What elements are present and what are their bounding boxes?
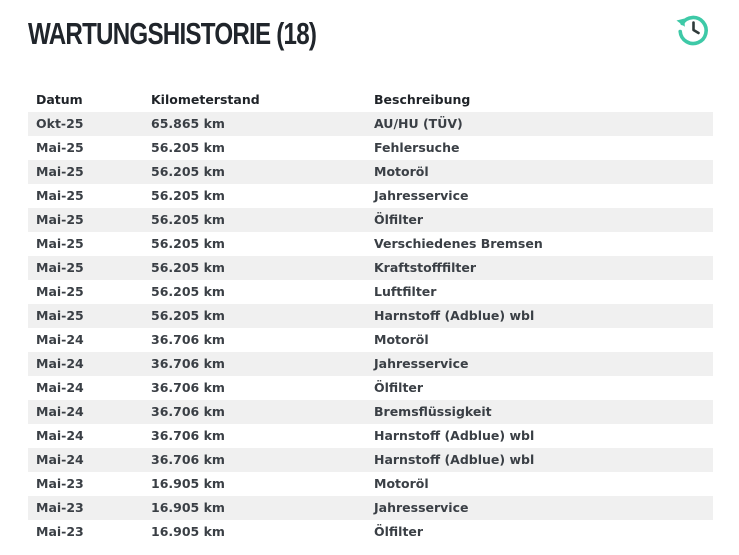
mileage-cell: 36.706 km — [151, 428, 225, 443]
table-row[interactable] — [28, 328, 713, 352]
date-cell: Mai-25 — [28, 304, 143, 328]
mileage-cell: 56.205 km — [143, 208, 366, 232]
table-row[interactable] — [28, 232, 713, 256]
date-cell: Mai-24 — [28, 448, 143, 472]
date-cell: Mai-24 — [36, 332, 84, 347]
date-cell: Mai-24 — [36, 428, 84, 443]
table-row[interactable] — [28, 304, 713, 328]
description-cell: Ölfilter — [366, 208, 713, 232]
description-cell: Ölfilter — [374, 524, 424, 539]
date-cell: Mai-23 — [28, 496, 143, 520]
description-cell: Fehlersuche — [374, 140, 460, 155]
description-cell: Ölfilter — [374, 380, 424, 395]
table-body — [28, 112, 713, 544]
column-header-date[interactable]: Datum — [36, 92, 83, 107]
table-row[interactable] — [28, 496, 713, 520]
date-cell: Mai-25 — [36, 284, 84, 299]
description-cell: Motoröl — [366, 160, 713, 184]
mileage-cell: 56.205 km — [151, 236, 225, 251]
description-cell: Verschiedenes Bremsen — [374, 236, 543, 251]
mileage-cell: 16.905 km — [143, 496, 366, 520]
mileage-cell: 56.205 km — [143, 160, 366, 184]
date-cell: Mai-25 — [36, 140, 84, 155]
table-row[interactable] — [28, 448, 713, 472]
date-cell: Mai-25 — [28, 160, 143, 184]
description-cell: Harnstoff (Adblue) wbl — [374, 428, 535, 443]
mileage-cell: 56.205 km — [143, 256, 366, 280]
column-header-mileage[interactable]: Kilometerstand — [151, 92, 260, 107]
date-cell: Mai-25 — [36, 236, 84, 251]
page-title: WARTUNGSHISTORIE (18) — [28, 16, 317, 51]
table-row[interactable] — [28, 112, 713, 136]
history-icon-graphic — [674, 10, 712, 48]
mileage-cell: 56.205 km — [151, 284, 225, 299]
description-cell: Kraftstofffilter — [366, 256, 713, 280]
description-cell: Motoröl — [374, 332, 429, 347]
mileage-cell: 16.905 km — [151, 476, 225, 491]
date-cell: Mai-24 — [28, 400, 143, 424]
table-row[interactable] — [28, 472, 713, 496]
date-cell: Mai-24 — [36, 380, 84, 395]
table-row[interactable] — [28, 136, 713, 160]
description-cell: Luftfilter — [374, 284, 437, 299]
description-cell: AU/HU (TÜV) — [366, 112, 713, 136]
date-cell: Mai-24 — [28, 352, 143, 376]
date-cell: Mai-23 — [36, 476, 84, 491]
table-row[interactable] — [28, 376, 713, 400]
table-row[interactable] — [28, 352, 713, 376]
date-cell: Mai-25 — [28, 208, 143, 232]
description-cell: Motoröl — [374, 476, 429, 491]
date-cell: Okt-25 — [28, 112, 143, 136]
table-header-row — [28, 88, 713, 112]
mileage-cell: 36.706 km — [143, 352, 366, 376]
description-cell: Harnstoff (Adblue) wbl — [366, 448, 713, 472]
table-row[interactable] — [28, 280, 713, 304]
table-row[interactable] — [28, 208, 713, 232]
date-cell: Mai-25 — [28, 256, 143, 280]
description-cell: Harnstoff (Adblue) wbl — [366, 304, 713, 328]
mileage-cell: 36.706 km — [151, 332, 225, 347]
table-row[interactable] — [28, 160, 713, 184]
column-header-description[interactable]: Beschreibung — [374, 92, 471, 107]
table-row[interactable] — [28, 400, 713, 424]
mileage-cell: 56.205 km — [143, 304, 366, 328]
mileage-cell: 65.865 km — [143, 112, 366, 136]
table-row[interactable] — [28, 256, 713, 280]
description-cell: Bremsflüssigkeit — [366, 400, 713, 424]
description-cell: Jahresservice — [374, 188, 469, 203]
description-cell: Jahresservice — [366, 496, 713, 520]
table-row[interactable] — [28, 424, 713, 448]
date-cell: Mai-25 — [36, 188, 84, 203]
mileage-cell: 56.205 km — [151, 188, 225, 203]
mileage-cell: 56.205 km — [151, 140, 225, 155]
maintenance-history-table — [28, 88, 713, 544]
mileage-cell: 36.706 km — [143, 400, 366, 424]
mileage-cell: 16.905 km — [151, 524, 225, 539]
history-icon[interactable] — [674, 10, 712, 48]
table-row[interactable] — [28, 184, 713, 208]
table-row[interactable] — [28, 520, 713, 544]
description-cell: Jahresservice — [366, 352, 713, 376]
mileage-cell: 36.706 km — [143, 448, 366, 472]
date-cell: Mai-23 — [36, 524, 84, 539]
mileage-cell: 36.706 km — [151, 380, 225, 395]
